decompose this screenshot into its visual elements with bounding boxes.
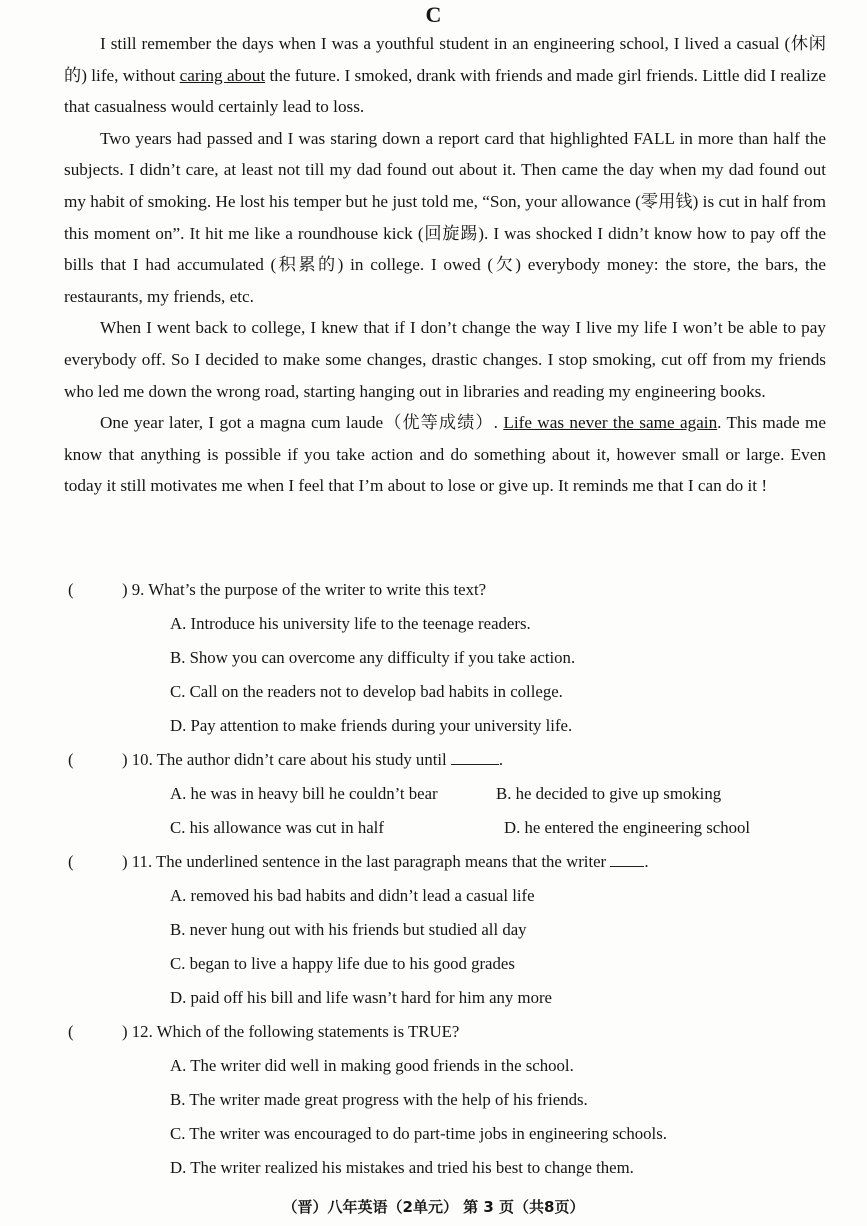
paragraph-4-text-b: . This made me know that anything is possible if you take action and do something about it, however small or large. Even today it still motivates me when I feel that I’m about to lose or give up. It reminds me that I can do it ! — [64, 413, 826, 496]
question-12-stem — [68, 1015, 828, 1049]
question-9-option-c: C. Call on the readers not to develop bad habits in college. — [170, 682, 563, 701]
question-11-end: . — [644, 852, 649, 871]
answer-blank[interactable] — [610, 846, 644, 867]
question-10-text: ) 10. The author didn’t care about his study until — [122, 750, 447, 769]
paragraph-4-text-a: One year later, I got a magna cum laude（优等成绩）. — [100, 413, 504, 433]
question-11-text: ) 11. The underlined sentence in the last paragraph means that the writer — [122, 852, 607, 871]
paragraph-4 — [64, 407, 826, 502]
answer-paren[interactable]: ( — [68, 750, 74, 769]
paragraph-1 — [64, 28, 826, 123]
question-11-option-d: D. paid off his bill and life wasn’t hard for him any more — [170, 988, 553, 1007]
answer-blank[interactable] — [451, 744, 499, 765]
question-9-stem — [68, 573, 828, 607]
question-10-option-a: A. he was in heavy bill he couldn’t bear — [170, 784, 438, 803]
question-12-text: ) 12. Which of the following statements is TRUE? — [122, 1022, 460, 1041]
paragraph-1-text-a: I still remember the days when I was a youthful student in an engineering school, I lived a casual (休闲的) life, without — [64, 34, 826, 85]
question-11-stem — [68, 845, 828, 879]
answer-paren[interactable]: ( — [68, 852, 74, 871]
question-list — [68, 573, 828, 1185]
question-12-option-d: D. The writer realized his mistakes and tried his best to change them. — [170, 1158, 634, 1177]
answer-paren[interactable]: ( — [68, 580, 74, 599]
question-9-option-d: D. Pay attention to make friends during your university life. — [170, 716, 573, 735]
question-10-stem — [68, 743, 828, 777]
question-11-option-c: C. began to live a happy life due to his good grades — [170, 954, 515, 973]
question-12-option-b: B. The writer made great progress with the help of his friends. — [170, 1090, 588, 1109]
page-footer: （晋）八年英语（2单元） 第 3 页（共8页） — [282, 1198, 585, 1216]
underlined-phrase: caring about — [179, 65, 266, 85]
answer-paren[interactable]: ( — [68, 1022, 74, 1041]
question-10-option-c: C. his allowance was cut in half — [170, 818, 384, 837]
section-title: C — [425, 2, 442, 27]
paragraph-1-text-b: the future. I smoked, drank with friends and made girl friends. Little did I realize that casualness would certainly lead to loss. — [64, 65, 826, 117]
question-10-options-row-2 — [68, 811, 828, 845]
question-9-text: ) 9. What’s the purpose of the writer to write this text? — [122, 580, 487, 599]
paragraph-2: Two years had passed and I was staring down a report card that highlighted FALL in more than half the subjects. I didn’t care, at least not till my dad found out about it. Then came the day when my dad found out my habit of smoking. He lost his temper but he just told me, “Son, your allowance (零用钱) is cut in half from this moment on”. It hit me like a roundhouse kick (回旋踢). I was shocked I didn’t know how to pay off the bills that I had accumulated (积累的) in college. I owed (欠) everybody money: the store, the bars, the restaurants, my friends, etc. — [64, 128, 826, 306]
question-10-end: . — [498, 750, 504, 769]
question-11-option-a: A. removed his bad habits and didn’t lead a casual life — [170, 886, 535, 905]
underlined-sentence: Life was never the same again — [503, 413, 718, 433]
question-9-option-b: B. Show you can overcome any difficulty if you take action. — [170, 648, 576, 667]
question-9-option-a: A. Introduce his university life to the teenage readers. — [170, 614, 531, 633]
question-12-option-a: A. The writer did well in making good friends in the school. — [170, 1056, 574, 1075]
question-10-options-row-1 — [68, 777, 828, 811]
question-12-option-c: C. The writer was encouraged to do part-time jobs in engineering schools. — [170, 1124, 667, 1143]
question-11-option-b: B. never hung out with his friends but studied all day — [170, 920, 527, 939]
paragraph-3: When I went back to college, I knew that if I don’t change the way I live my life I won’t be able to pay everybody off. So I decided to make some changes, drastic changes. I stop smoking, cut off from my friends who led me down the wrong road, starting hanging out in libraries and reading my engineering books. — [64, 318, 826, 401]
reading-passage — [64, 28, 826, 502]
question-10-option-d: D. he entered the engineering school — [504, 818, 751, 837]
question-10-option-b: B. he decided to give up smoking — [496, 784, 722, 803]
